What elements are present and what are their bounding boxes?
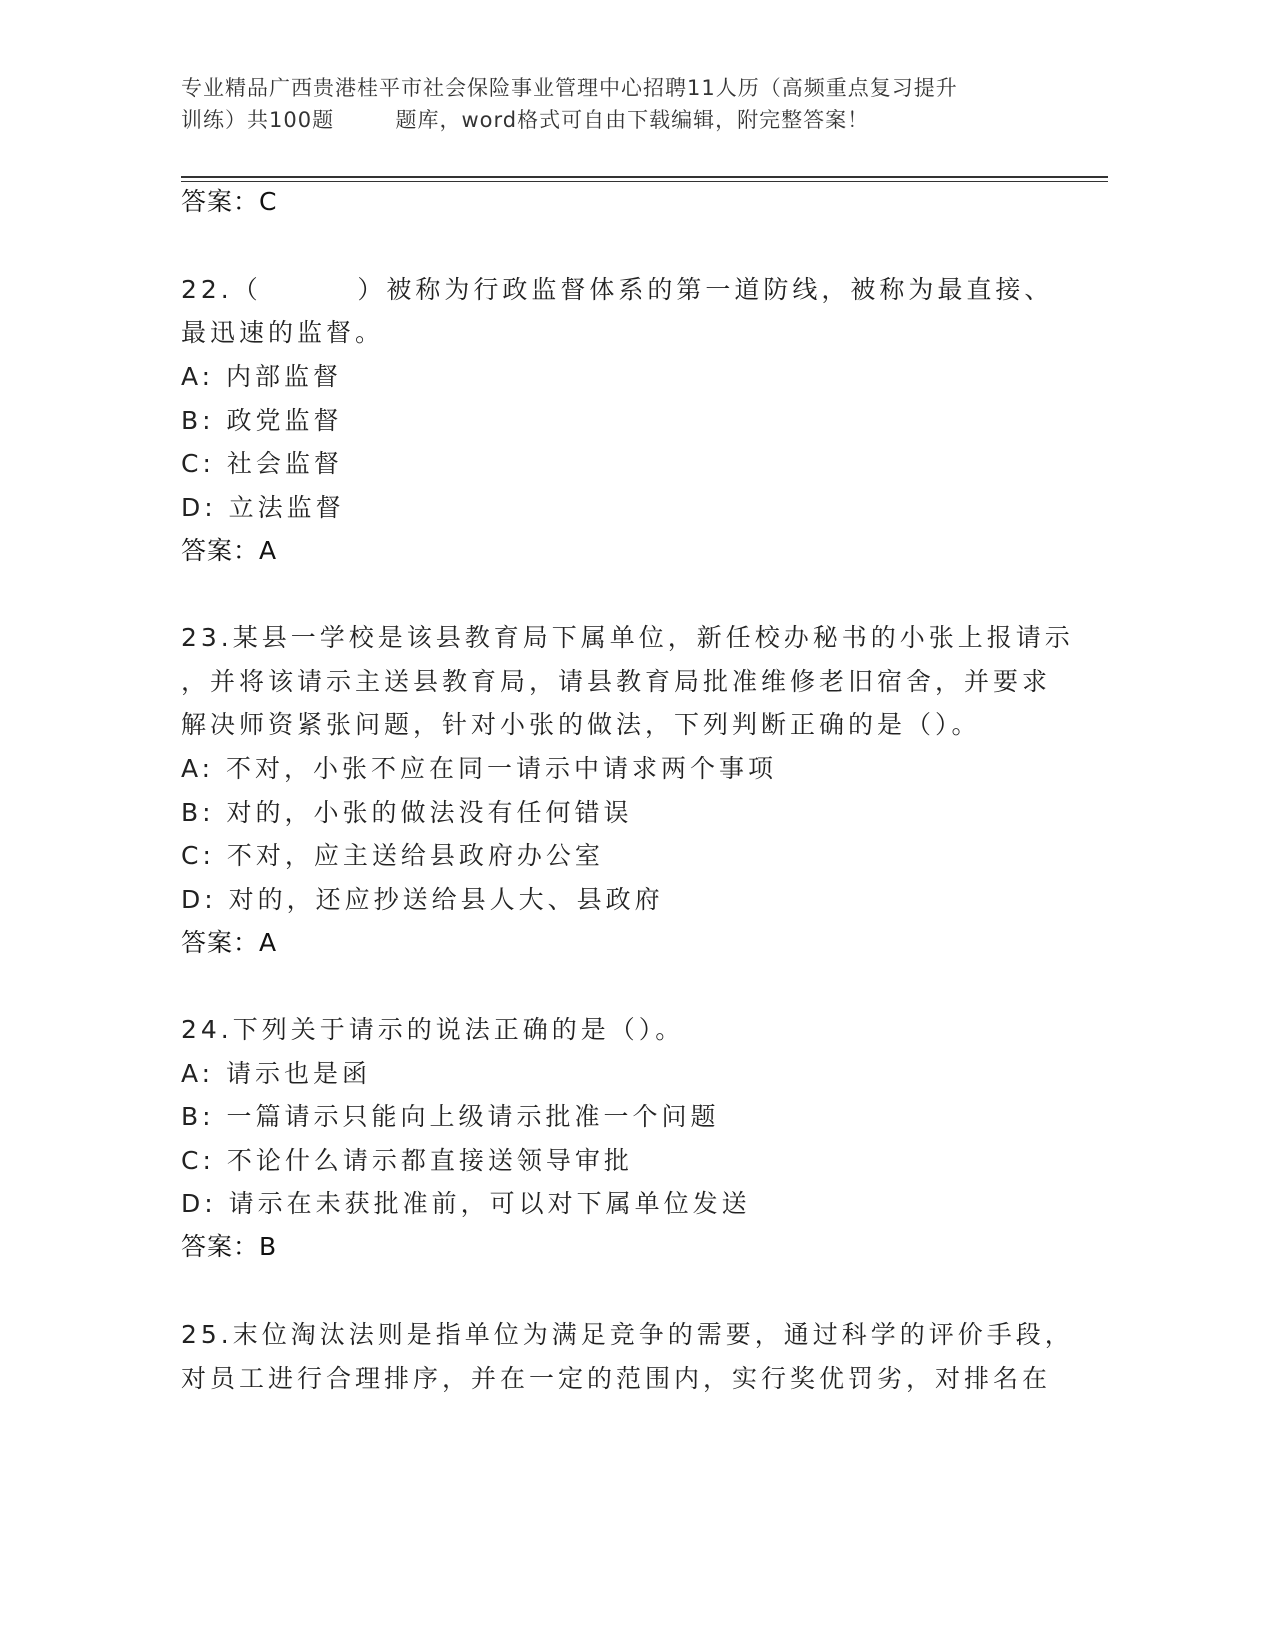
question-22-option-d: D: 立法监督: [181, 493, 345, 522]
question-22-option-a: A: 内部监督: [181, 362, 343, 391]
header-rule-thin: [181, 181, 1108, 182]
question-23-stem-line-3: 解决师资紧张问题，针对小张的做法，下列判断正确的是（）。: [181, 710, 981, 739]
header-line-2: 训练）共100题 题库，word格式可自由下载编辑，附完整答案！: [181, 108, 870, 132]
question-23-option-b: B: 对的，小张的做法没有任何错误: [181, 798, 633, 827]
answer-23: 答案：A: [181, 928, 278, 957]
answer-22: 答案：A: [181, 536, 278, 565]
answer-21: 答案：C: [181, 187, 278, 216]
question-24-stem-line-1: 24.下列关于请示的说法正确的是（）。: [181, 1015, 685, 1044]
question-24-option-c: C: 不论什么请示都直接送领导审批: [181, 1146, 633, 1175]
question-24-option-d: D: 请示在未获批准前，可以对下属单位发送: [181, 1189, 751, 1218]
question-22-stem-line-2: 最迅速的监督。: [181, 318, 385, 347]
question-23-option-a: A: 不对，小张不应在同一请示中请求两个事项: [181, 754, 778, 783]
question-23-stem-line-2: ，并将该请示主送县教育局，请县教育局批准维修老旧宿舍，并要求: [181, 667, 1052, 696]
question-23-option-c: C: 不对，应主送给县政府办公室: [181, 841, 604, 870]
header-rule-thick: [181, 176, 1108, 178]
question-24-option-b: B: 一篇请示只能向上级请示批准一个问题: [181, 1102, 720, 1131]
question-25-stem-line-1: 25.末位淘汰法则是指单位为满足竞争的需要，通过科学的评价手段，: [181, 1320, 1074, 1349]
question-22-option-b: B: 政党监督: [181, 406, 343, 435]
document-header: [181, 72, 1061, 136]
question-23-stem-line-1: 23.某县一学校是该县教育局下属单位，新任校办秘书的小张上报请示: [181, 623, 1074, 652]
answer-24: 答案：B: [181, 1232, 278, 1261]
header-line-1: 专业精品广西贵港桂平市社会保险事业管理中心招聘11人历（高频重点复习提升: [181, 76, 958, 100]
question-25-stem-line-2: 对员工进行合理排序，并在一定的范围内，实行奖优罚劣，对排名在: [181, 1364, 1052, 1393]
question-22-option-c: C: 社会监督: [181, 449, 343, 478]
question-22-stem-line-1: 22.（ ）被称为行政监督体系的第一道防线，被称为最直接、: [181, 275, 1054, 304]
question-24-option-a: A: 请示也是函: [181, 1059, 372, 1088]
question-23-option-d: D: 对的，还应抄送给县人大、县政府: [181, 885, 664, 914]
